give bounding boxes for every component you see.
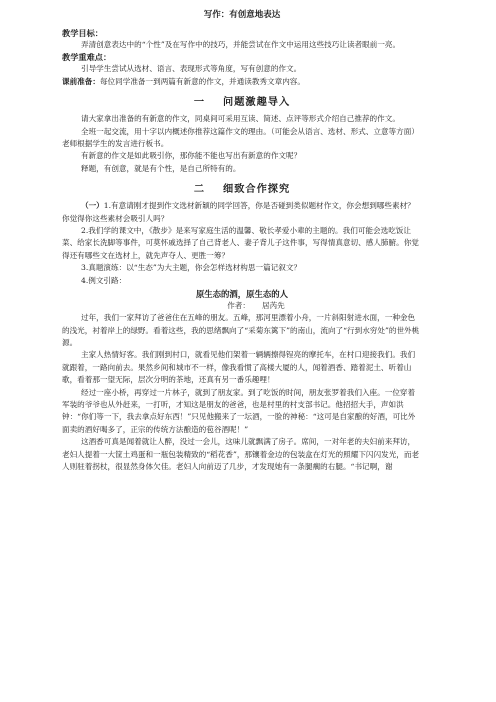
example-essay-title: 原生态的酒，原生态的人 (195, 289, 289, 300)
author-label: 作者： (227, 301, 250, 311)
goals-text: 弄清创意表达中的“个性”及在写作中的技巧，并能尝试在作文中运用这些技巧让读者眼前一亮。 (81, 40, 401, 49)
key-points-text: 引导学生尝试从选材、语言、表现形式等角度，写有创意的作文。 (81, 64, 302, 74)
prep-line (62, 76, 422, 88)
section-2-title: 细致合作探究 (223, 183, 291, 196)
section-2-item-1-text: 1.有意请刚才提到作文选材新颖的同学回答，你是否碰到类似题材作文，你会想到哪些素材？你觉得你这些素材会吸引人吗？ (62, 201, 415, 223)
author-name: 居芮先 (262, 301, 285, 311)
subsection-number: （一） (81, 201, 104, 211)
prep-label: 课前准备： (62, 76, 100, 86)
example-essay-author (62, 300, 422, 312)
key-points-label: 教学重难点： (62, 52, 112, 63)
essay-paragraph: 主家人热情好客。我们刚到村口，就看见他们架着一辆辆擦得锃亮的摩托车，在村口迎接我们。我们就跟着，一路向前去。果然乡间和城市不一样，像我看惯了高楼大厦的人，闻着酒香、踏着泥土、听着山歌，看着那一望无际，层次分明的茶地，还真有另一番乐趣哩！ (62, 350, 416, 385)
essay-paragraph: 过年，我们一家拜访了爸爸住在五峰的朋友。五峰，那河里漂着小舟，一片斜阳射进水面，一种金色的浅光，衬着岸上的绿野。看着这些，我的思绪飘向了“采菊东篱下”的南山，流向了“行到水穷处”的世外桃源。 (62, 313, 420, 347)
section-1-paragraph: 有新意的作文是如此吸引你，那你能不能也写出有新意的作文呢？ (81, 151, 302, 161)
section-2-item-1 (62, 200, 422, 225)
section-2-heading (62, 182, 422, 196)
section-2-item: 4.例文引路： (81, 275, 127, 285)
essay-paragraph: 这酒香可真是闻着就让人醉，没过一会儿，这味儿就飘满了房子。席间，一对年老的夫妇前来拜访，老妇人提着一大筐土鸡蛋和一瓶包装精致的“稻花香”，那镶着金边的包装盒在灯光的照耀下闪闪发光，而老人则驻着拐杖，很显然身体欠佳。老妇人向前迈了几步，才发现她有一条腿瘸的右腿。“书记啊，谢 (62, 437, 420, 471)
section-1-paragraph: 请大家拿出准备的有新意的作文，同桌间可采用互读、简述、点评等形式介绍自己推荐的作文。 (81, 114, 400, 124)
goals-label: 教学目标： (62, 28, 103, 38)
section-1-number: 一 (193, 96, 206, 109)
section-1-title: 问题激趣导入 (223, 96, 291, 109)
section-2-item: 2.我们学的课文中，《散步》是来写家庭生活的温馨、敬长孝爱小辈的主题的。我们可能会选吃饭让菜、给家长洗脚等事件，可莫怀戚选择了自己背老人、妻子背儿子这件事，写得情真意切、感人肺腑。你觉得还有哪些文在选材上，就先声夺人、更胜一筹？ (62, 226, 419, 260)
prep-text: 每位同学准备一到两篇有新意的作文，并通读教秀文章内容。 (99, 76, 305, 86)
section-2-item: 3.真题演练：以“生态”为大主题，你会怎样选材构思一篇记叙文？ (81, 263, 302, 273)
section-2-number: 二 (193, 183, 206, 196)
essay-paragraph: 经过一座小桥，再穿过一片林子，就到了朋友家。到了吃饭的时间，朋友张罗着我们入座。一位穿着军装的爷爷也从外赶来，一打听，才知这是朋友的爸爸，也是村里的村支部书记。他招招大手，声如洪钟：“你们等一下，我去拿点好东西！”只见他搬来了一坛酒，一脸的神秘：“这可是自家酿的好酒，可比外面卖的酒好喝多了，正宗的传统方法酿造的苞谷酒呢！” (62, 387, 416, 434)
section-1-paragraph: 释题，有创意，就是有个性，是自己所特有的。 (81, 163, 241, 173)
section-1-paragraph: 全班一起交流，用十字以内概述你推荐这篇作文的理由。（可能会从语言、选材、形式、立意等方面）老师根据学生的发言进行板书。 (62, 126, 419, 149)
section-1-heading (62, 95, 422, 109)
document-title: 写作：有创意地表达 (203, 10, 281, 20)
